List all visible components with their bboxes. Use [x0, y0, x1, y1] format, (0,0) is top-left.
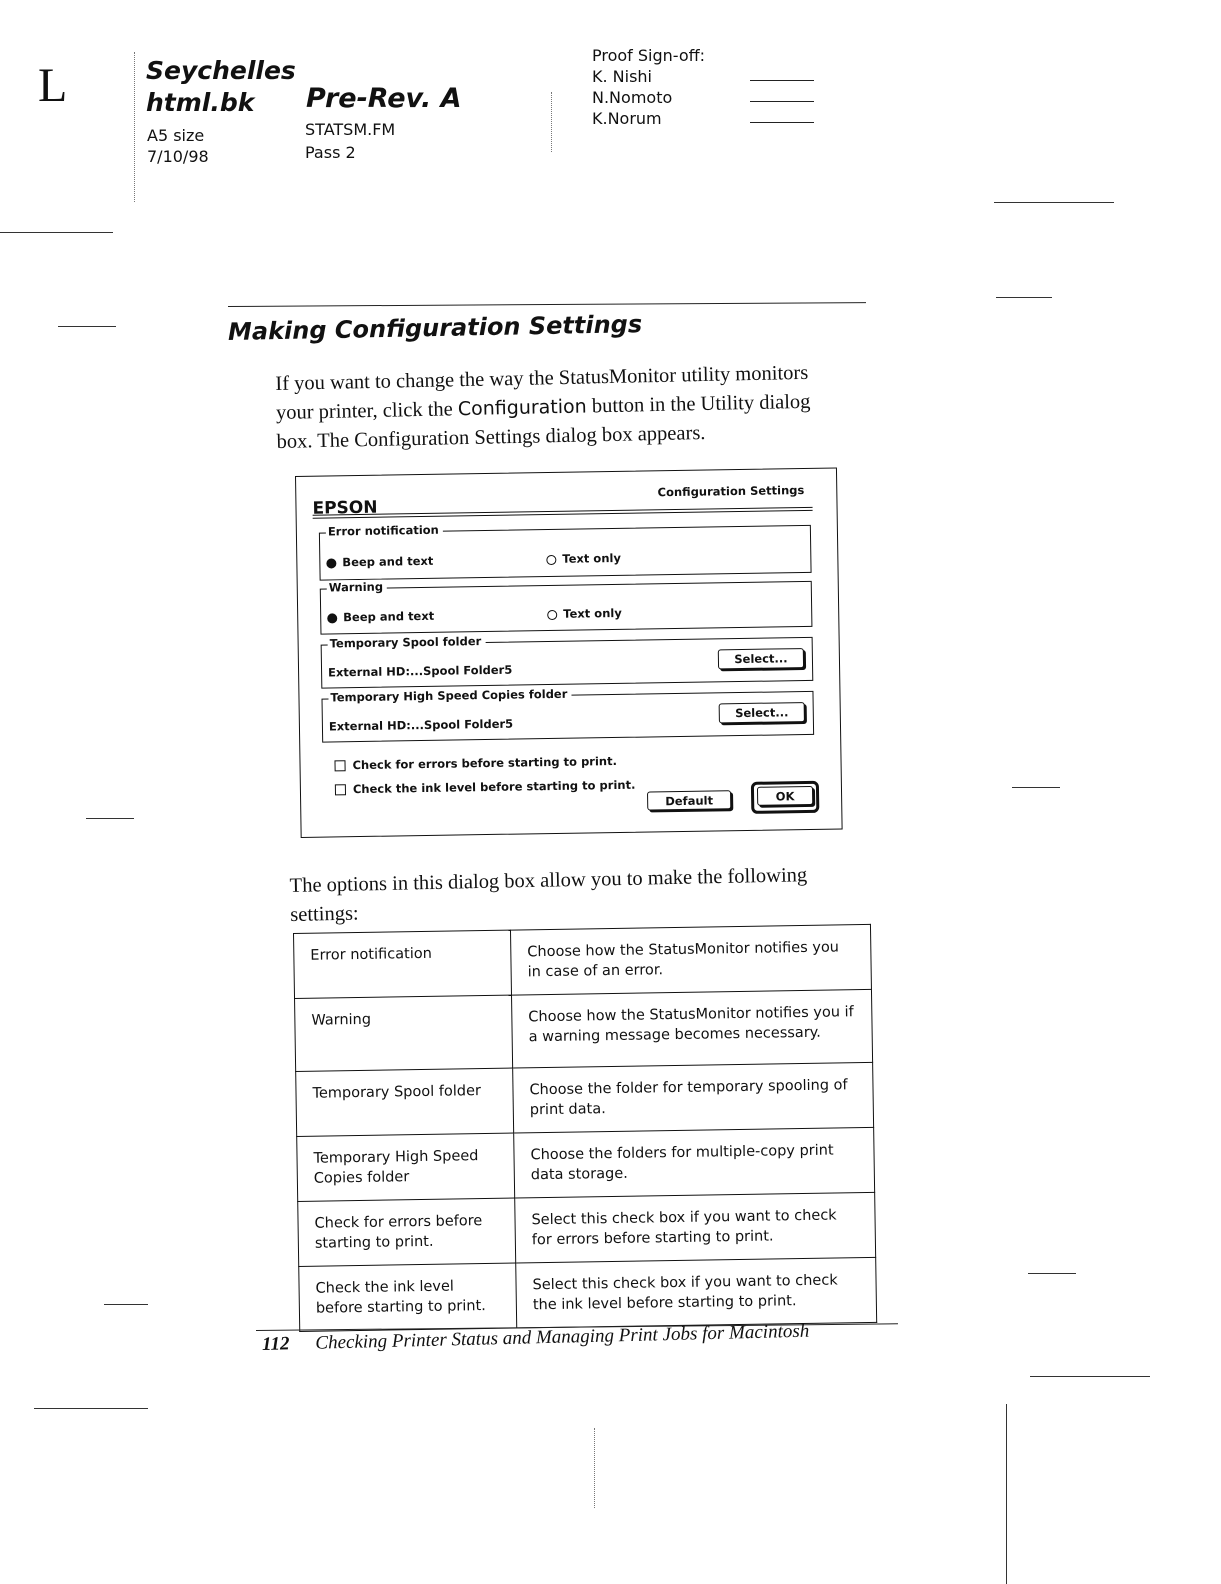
setting-description: Choose how the StatusMonitor notifies you in case of an error. [510, 924, 871, 995]
book-name: Seychelles [146, 56, 296, 85]
configuration-dialog [295, 467, 843, 837]
crop-mark [1006, 1404, 1007, 1584]
warning-text-radio[interactable] [547, 610, 557, 620]
date: 7/10/98 [147, 147, 209, 166]
crop-mark [1028, 1273, 1076, 1274]
crop-mark [1030, 1376, 1150, 1377]
check-errors-checkbox[interactable] [334, 760, 345, 771]
binding-guide [551, 92, 552, 152]
sign-line [750, 80, 814, 81]
intro-line-3: box. The Configuration Settings dialog box appears. [276, 422, 706, 453]
check-errors-label: Check for errors before starting to print. [352, 753, 618, 773]
warning-label: Warning [327, 580, 387, 595]
crop-mark [34, 1408, 148, 1409]
warning-beep-label: Beep and text [343, 608, 435, 625]
crop-mark [0, 232, 113, 233]
spool-folder-label: Temporary Spool folder [328, 634, 486, 650]
section-rule [228, 302, 866, 307]
settings-table [293, 924, 877, 1332]
error-text-label: Text only [562, 550, 621, 566]
default-button[interactable]: Default [647, 790, 731, 810]
error-beep-radio[interactable] [326, 558, 336, 568]
setting-description: Select this check box if you want to check the ink level before starting to print. [516, 1257, 877, 1328]
sign-line [750, 101, 814, 102]
signer-1: K. Nishi [592, 67, 652, 86]
binding-guide [594, 1428, 595, 1508]
setting-name: Error notification [294, 930, 512, 998]
setting-name: Temporary Spool folder [296, 1068, 514, 1136]
spool-folder-path: External HD:...Spool Folder5 [327, 662, 513, 680]
book-file: html.bk [146, 88, 255, 117]
table-row [296, 1062, 874, 1136]
crop-mark [104, 1304, 148, 1305]
page-number: 112 [261, 1333, 290, 1355]
table-row [294, 924, 872, 998]
crop-mark [86, 818, 134, 819]
intro-line-2: your printer, click the Configuration button in the Utility dialog [275, 390, 811, 424]
sign-line [750, 122, 814, 123]
signer-3: K.Norum [592, 109, 662, 128]
revision: Pre-Rev. A [306, 83, 462, 114]
options-line-2: settings: [290, 902, 359, 926]
options-paragraph [289, 859, 890, 930]
crop-mark [58, 326, 116, 327]
table-row [298, 1192, 876, 1266]
file-name: STATSM.FM [305, 120, 396, 139]
error-beep-label: Beep and text [342, 553, 434, 570]
epson-logo: EPSON [312, 497, 378, 519]
setting-description: Choose how the StatusMonitor notifies you if a warning message becomes necessary. [512, 989, 873, 1068]
copies-select-button[interactable]: Select... [719, 702, 805, 723]
check-ink-checkbox[interactable] [335, 784, 346, 795]
dialog-title: Configuration Settings [657, 483, 805, 500]
signer-2: N.Nomoto [592, 88, 673, 107]
proof-title: Proof Sign-off: [592, 46, 706, 65]
table-row [297, 1127, 875, 1201]
setting-description: Choose the folders for multiple-copy print data storage. [514, 1127, 875, 1198]
setting-name: Warning [295, 995, 513, 1071]
intro-paragraph [275, 357, 877, 457]
error-text-radio[interactable] [546, 555, 556, 565]
section-title: Making Configuration Settings [227, 310, 643, 346]
copies-folder-path: External HD:...Spool Folder5 [328, 716, 514, 734]
error-notification-label: Error notification [326, 523, 443, 539]
page-size: A5 size [147, 126, 205, 145]
setting-name: Check for errors before starting to print. [298, 1198, 516, 1266]
crop-mark [994, 202, 1114, 203]
options-line-1: The options in this dialog box allow you to make the following [289, 864, 808, 898]
pass-label: Pass 2 [305, 143, 356, 162]
copies-folder-group [321, 686, 814, 743]
crop-mark [996, 297, 1052, 298]
error-notification-group [319, 522, 812, 581]
setting-name: Temporary High Speed Copies folder [297, 1133, 515, 1201]
chapter-title: Checking Printer Status and Managing Print Jobs for Macintosh [315, 1320, 810, 1354]
setting-name: Check the ink level before starting to print. [299, 1263, 517, 1331]
binding-guide [134, 52, 135, 202]
check-ink-label: Check the ink level before starting to print. [352, 777, 636, 797]
spool-select-button[interactable]: Select... [718, 648, 804, 669]
setting-description: Select this check box if you want to check for errors before starting to print. [515, 1192, 876, 1263]
warning-text-label: Text only [563, 605, 622, 621]
corner-letter: L [38, 59, 68, 112]
ok-button[interactable]: OK [757, 786, 813, 806]
crop-mark [1012, 787, 1060, 788]
setting-description: Choose the folder for temporary spooling of print data. [513, 1062, 874, 1133]
warning-group [320, 581, 813, 635]
spool-folder-group [321, 634, 814, 689]
warning-beep-radio[interactable] [327, 613, 337, 623]
intro-line-1: If you want to change the way the StatusMonitor utility monitors [275, 361, 809, 396]
table-row [295, 989, 873, 1071]
copies-folder-label: Temporary High Speed Copies folder [328, 687, 571, 705]
configuration-button-ref: Configuration [457, 395, 587, 421]
